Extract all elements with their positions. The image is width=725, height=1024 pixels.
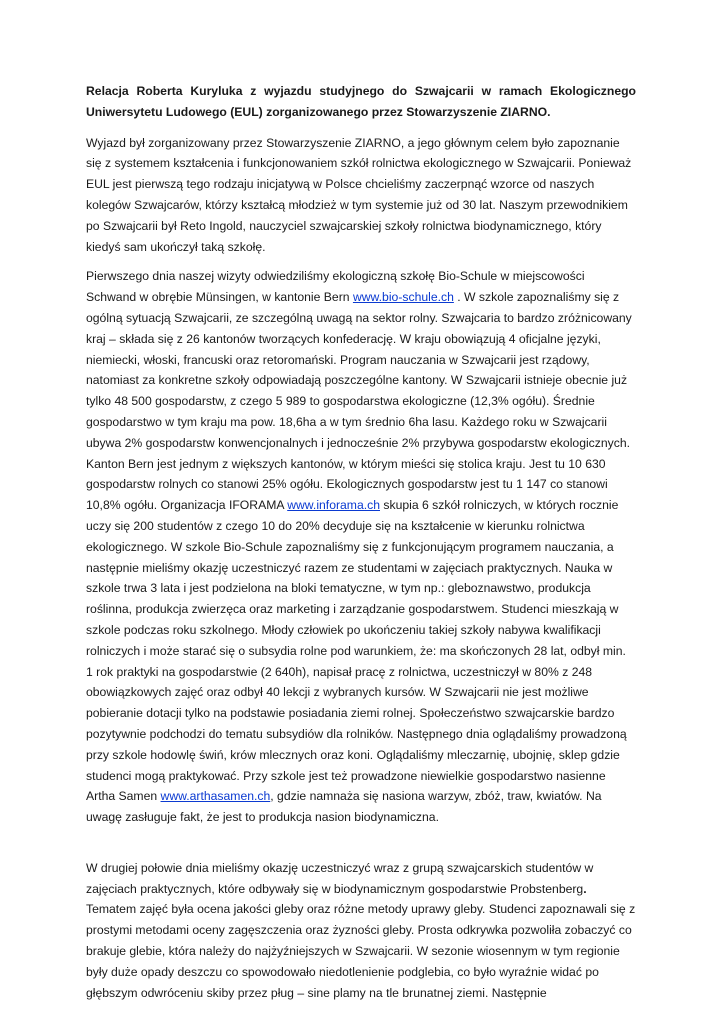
paragraph-bio-schule [86, 266, 636, 828]
paragraph-text: skupia 6 szkół rolniczych, w których rocznie uczy się 200 studentów z czego 10 do 20% decyduje się na kształcenie w kierunku rolnictwa ekologicznego. W szkole Bio-Schule zapoznaliśmy się z funkcjonującym programem nauczania, a następnie mieliśmy okazję uczestniczyć razem ze studentami w zajęciach praktycznych. Nauka w szkole trwa 3 lata i jest podzielona na bloki tematyczne, w tym np.: gleboznawstwo, produkcja roślinna, produkcja zwierzęca oraz marketing i zarządzanie gospodarstwem. Studenci mieszkają w szkole podczas roku szkolnego. Młody człowiek po ukończeniu takiej szkoły nabywa kwalifikacji rolniczych i może starać się o subsydia rolne pod warunkiem, że: ma skończonych 28 lat, odbył min. 1 rok praktyki na gospodarstwie (2 640h), napisał pracę z rolnictwa, uczestniczył w 80% z 248 obowiązkowych zajęć oraz odbył 40 lekcji z wybranych kursów. W Szwajcarii nie jest możliwe pobieranie dotacji tylko na podstawie posiadania ziemi rolnej. Społeczeństwo szwajcarskie bardzo pozytywnie podchodzi do tematu subsydiów dla rolników. Następnego dnia oglądaliśmy prowadzoną przy szkole hodowlę świń, krów mlecznych oraz koni. Oglądaliśmy mleczarnię, ubojnię, sklep gdzie studenci mogą praktykować. Przy szkole jest też prowadzone niewielkie gospodarstwo nasienne Artha Samen [86, 498, 627, 804]
paragraph-text: Tematem zajęć była ocena jakości gleby oraz różne metody uprawy gleby. Studenci zapoznawali się z prostymi metodami oceny zagęszczenia oraz żyzności gleby. Prosta odkrywka pozwoliła zobaczyć co brakuje glebie, która należy do najżyźniejszych w Szwajcarii. W sezonie wiosennym w tym regionie były duże opady deszczu co spowodowało niedotlenienie podglebia, co było wyraźnie widać po głębszym odwróceniu skiby przez pług – sine plamy na tle brunatnej ziemi. Następnie [86, 902, 636, 1000]
paragraph-text: W drugiej połowie dnia mieliśmy okazję uczestniczyć wraz z grupą szwajcarskich studentów w zajęciach praktycznych, które odbywały się w biodynamicznym gospodarstwie Probstenberg [86, 860, 594, 896]
bio-schule-link[interactable]: www.bio-schule.ch [352, 290, 454, 305]
paragraph-intro: Wyjazd był zorganizowany przez Stowarzyszenie ZIARNO, a jego głównym celem było zapoznanie się z systemem kształcenia i funkcjonowaniem szkół rolnictwa ekologicznego w Szwajcarii. Ponieważ EUL jest pierwszą tego rodzaju inicjatywą w Polsce chcieliśmy zaczerpnąć wzorce od naszych kolegów Szwajcarów, którzy kształcą młodzież w tym systemie już od 30 lat. Naszym przewodnikiem po Szwajcarii był Reto Ingold, nauczyciel szwajcarskiej szkoły rolnictwa biodynamicznego, który kiedyś sam ukończył taką szkołę. [86, 135, 632, 254]
document-page [86, 81, 636, 1003]
document-title: Relacja Roberta Kuryluka z wyjazdu studyjnego do Szwajcarii w ramach Ekologicznego Uniwersytetu Ludowego (EUL) zorganizowanego przez Stowarzyszenie ZIARNO. [86, 84, 636, 119]
paragraph-text: Pierwszego dnia naszej wizyty odwiedziliśmy ekologiczną szkołę Bio-Schule w miejscowości Schwand w obrębie Münsingen, w kantonie Bern [86, 269, 585, 305]
inforama-link[interactable]: www.inforama.ch [287, 498, 380, 513]
paragraph-text: , gdzie namnaża się nasiona warzyw, zbóż, traw, kwiatów. Na uwagę zasługuje fakt, że jest to produkcja nasion biodynamiczna. [86, 789, 602, 825]
paragraph-probstenberg [86, 858, 636, 1004]
arthasamen-link[interactable]: www.arthasamen.ch [160, 789, 271, 804]
bold-period: . [583, 881, 587, 896]
paragraph-text: . W szkole zapoznaliśmy się z ogólną sytuacją Szwajcarii, ze szczególną uwagą na sektor rolny. Szwajcaria to bardzo zróżnicowany kraj – składa się z 26 kantonów tworzących konfederację. W kraju obowiązują 4 oficjalne języki, niemiecki, włoski, francuski oraz retoromański. Program nauczania w Szwajcarii jest rządowy, natomiast za konkretne szkoły odpowiadają poszczególne kantony. W Szwajcarii istnieje obecnie już tylko 48 500 gospodarstw, z czego 5 989 to gospodarstwa ekologiczne (12,3% ogółu). Średnie gospodarstwo w tym kraju ma pow. 18,6ha a w tym średnio 6ha lasu. Każdego roku w Szwajcarii ubywa 2% gospodarstw konwencjonalnych i jednocześnie 2% przybywa gospodarstw ekologicznych. Kanton Bern jest jednym z większych kantonów, w którym mieści się stolica kraju. Jest tu 10 630 gospodarstw rolnych co stanowi 25% ogółu. Ekologicznych gospodarstw jest tu 1 147 co stanowi 10,8% ogółu. Organizacja IFORAMA [86, 290, 632, 513]
